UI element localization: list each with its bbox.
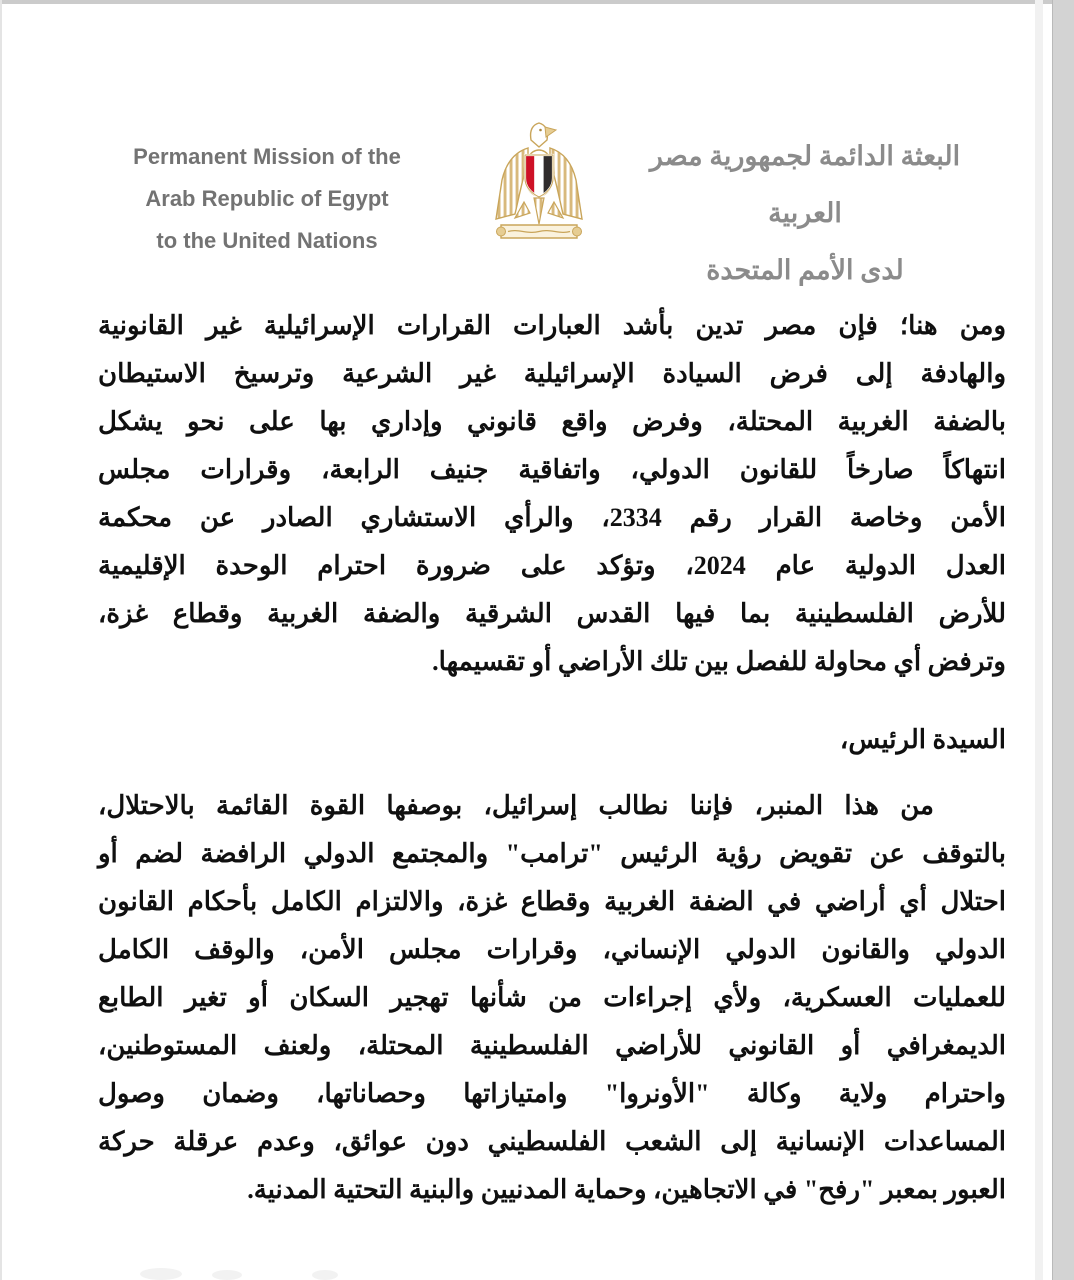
paragraph-1-line: الأمن وخاصة القرار رقم 2334، والرأي الاستشاري الصادر عن محكمة — [98, 503, 1006, 532]
paragraph-2-line: الديمغرافي أو القانوني للأراضي الفلسطينية المحتلة، ولعنف المستوطنين، — [98, 1031, 1006, 1060]
mission-ar-line-1: البعثة الدائمة لجمهورية مصر العربية — [649, 141, 961, 228]
mission-ar-line-2: لدى الأمم المتحدة — [706, 255, 904, 285]
salutation-line: السيدة الرئيس، — [839, 725, 1006, 754]
scan-edge-top — [0, 0, 1074, 4]
page-bottom-cutoff-mark — [140, 1268, 182, 1280]
paragraph-2-line: المساعدات الإنسانية إلى الشعب الفلسطيني دون عوائق، وعدم عرقلة حركة — [98, 1127, 1006, 1156]
paragraph-2-line: العبور بمعبر "رفح" في الاتجاهين، وحماية المدنيين والبنية التحتية المدنية. — [247, 1175, 1006, 1204]
paragraph-1-line: انتهاكاً صارخاً للقانون الدولي، واتفاقية جنيف الرابعة، وقرارات مجلس — [98, 455, 1006, 484]
paragraph-2-line: الدولي والقانون الدولي الإنساني، وقرارات مجلس الأمن، والوقف الكامل — [98, 935, 1006, 964]
letter-body — [98, 302, 1006, 1214]
mission-name-english — [97, 136, 437, 262]
scan-fold-shadow — [1035, 0, 1043, 1280]
mission-en-line-3: to the United Nations — [156, 228, 378, 253]
paragraph-1 — [98, 302, 1006, 686]
paragraph-2-line: للعمليات العسكرية، ولأي إجراءات من شأنها تهجير السكان أو تغير الطابع — [98, 983, 1006, 1012]
paragraph-2-line: واحترام ولاية وكالة "الأونروا" وامتيازاتها وحصاناتها، وضمان وصول — [98, 1079, 1006, 1108]
paragraph-1-line: العدل الدولية عام 2024، وتؤكد على ضرورة احترام الوحدة الإقليمية — [98, 551, 1006, 580]
page-bottom-cutoff-mark — [312, 1270, 338, 1280]
mission-name-arabic — [622, 128, 988, 299]
paragraph-2-line: احتلال أي أراضي في الضفة الغربية وقطاع غزة، والالتزام الكامل بأحكام القانون — [98, 887, 1006, 916]
mission-en-line-2: Arab Republic of Egypt — [145, 186, 389, 211]
page-bottom-cutoff-mark — [212, 1270, 242, 1280]
paragraph-1-line: بالضفة الغربية المحتلة، وفرض واقع قانوني وإداري بها على نحو يشكل — [98, 407, 1006, 436]
egypt-coat-of-arms-icon — [484, 116, 594, 252]
paragraph-1-line: والهادفة إلى فرض السيادة الإسرائيلية غير الشرعية وترسيخ الاستيطان — [98, 359, 1006, 388]
paragraph-1-line: وترفض أي محاولة للفصل بين تلك الأراضي أو تقسيمها. — [432, 647, 1006, 676]
paragraph-1-line: ومن هنا؛ فإن مصر تدين بأشد العبارات القرارات الإسرائيلية غير القانونية — [98, 311, 1006, 340]
scan-edge-right — [1052, 0, 1074, 1280]
paragraph-2-line: بالتوقف عن تقويض رؤية الرئيس "ترامب" والمجتمع الدولي الرافضة لضم أو — [98, 839, 1006, 868]
scan-edge-left — [0, 0, 2, 1280]
mission-en-line-1: Permanent Mission of the — [133, 144, 401, 169]
paragraph-2 — [98, 782, 1006, 1214]
paragraph-2-line: من هذا المنبر، فإننا نطالب إسرائيل، بوصفها القوة القائمة بالاحتلال، — [98, 791, 934, 820]
paragraph-1-line: للأرض الفلسطينية بما فيها القدس الشرقية والضفة الغربية وقطاع غزة، — [98, 599, 1006, 628]
